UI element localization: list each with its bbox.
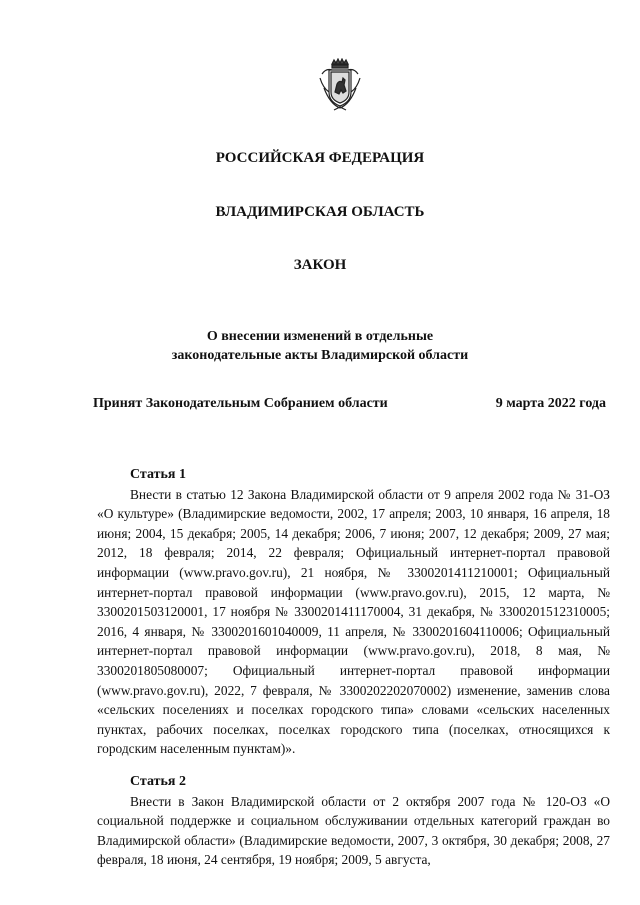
federation-heading: РОССИЙСКАЯ ФЕДЕРАЦИЯ bbox=[215, 150, 425, 166]
law-title bbox=[0, 327, 640, 365]
law-title-line-2: законодательные акты Владимирской области bbox=[171, 348, 469, 363]
coat-of-arms-emblem bbox=[318, 58, 362, 114]
adopted-by: Принят Законодательным Собранием области bbox=[93, 396, 388, 411]
document-type-heading: ЗАКОН bbox=[293, 257, 347, 273]
article-1-text: Внести в статью 12 Закона Владимирской области от 9 апреля 2002 года № 31-ОЗ «О культуре» (Владимирские ведомости, 2002, 17 апреля; 2003, 10 января, 16 апреля, 18 июня; 2004, 15 декабря; 2005, 14 декабря; 2006, 7 июня; 2007, 12 декабря; 2009, 27 мая; 2012, 18 февраля; 2014, 22 февраля; Официальный интернет-портал правовой информации (www.pravo.gov.ru), 21 ноября, № 3300201411210001; Официальный интернет-портал правовой информации (www.pravo.gov.ru), 2015, 12 марта, № 3300201503120001, 17 ноября № 3300201411170004, 31 декабря, № 3300201512310005; 2016, 4 января, № 3300201601040009, 11 апреля, № 3300201604110006; Официальный интернет-портал правовой информации (www.pravo.gov.ru), 2018, 8 мая, № 3300201805080007; Официальный интернет-портал правовой информации (www.pravo.gov.ru), 2022, 7 февраля, № 3300202202070002) изменение, заменив слова «сельских поселениях и поселках городского типа» словами «сельских населенных пунктах, рабочих поселках, поселках городского типа (поселках, относящихся к городским населенным пунктам)». bbox=[97, 486, 610, 757]
article-2 bbox=[97, 772, 610, 870]
article-1 bbox=[97, 465, 610, 759]
article-2-heading: Статья 2 bbox=[130, 774, 186, 789]
article-2-text: Внести в Закон Владимирской области от 2 октября 2007 года № 120-ОЗ «О социальной поддержке и социальном обслуживании отдельных категорий граждан во Владимирской области» (Владимирские ведомости, 2007, 3 октября, 30 декабря; 2008, 27 февраля, 18 июня, 24 сентября, 19 ноября; 2009, 5 августа, bbox=[97, 793, 610, 868]
adoption-date: 9 марта 2022 года bbox=[495, 396, 606, 411]
law-title-line-1: О внесении изменений в отдельные bbox=[206, 329, 434, 344]
region-heading: ВЛАДИМИРСКАЯ ОБЛАСТЬ bbox=[215, 204, 425, 220]
article-1-heading: Статья 1 bbox=[130, 467, 186, 482]
